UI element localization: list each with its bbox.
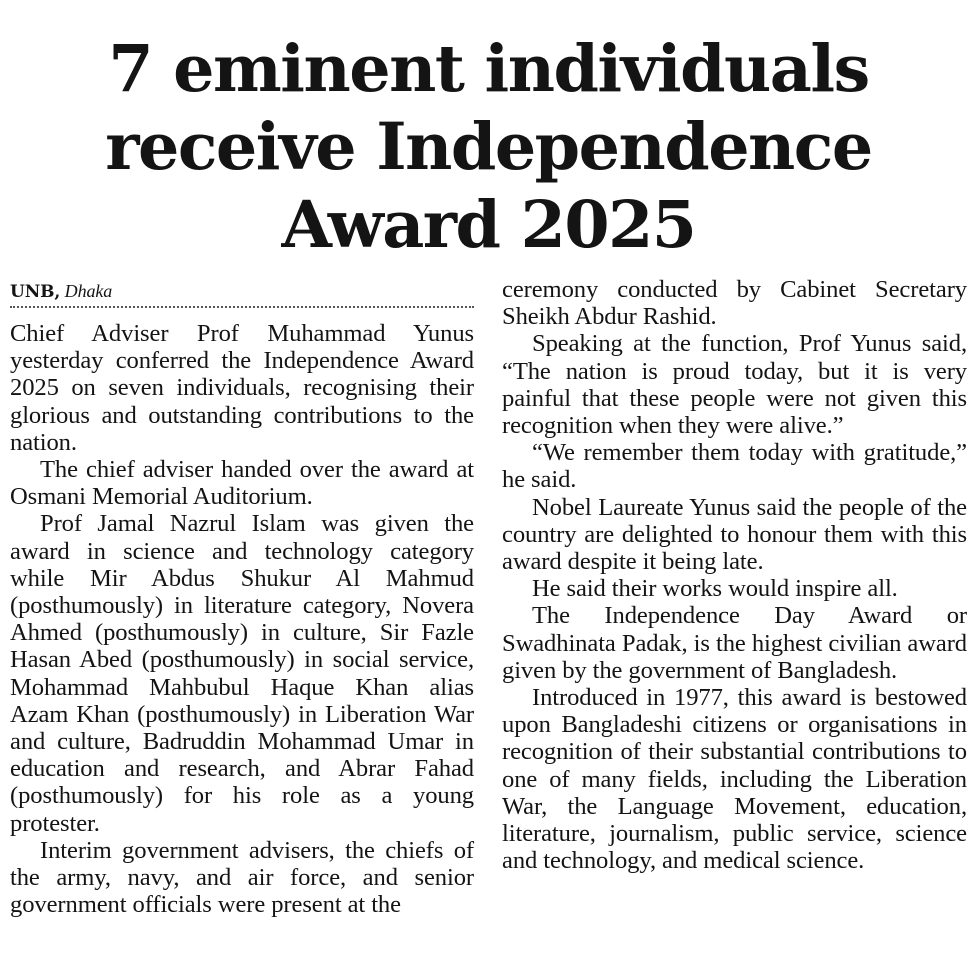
byline-agency: UNB, [10, 282, 61, 302]
paragraph: Prof Jamal Nazrul Islam was given the award in science and technology category while Mir Abdus Shukur Al Mahmud (posthumously) in literature category, Novera Ahmed (posthumously) in culture, Sir Fazle Hasan Abed (posthumously) in social service, Mohammad Mahbubul Haque Khan alias Azam Khan (posthumously) in Liberation War and culture, Badruddin Mohammad Umar in education and research, and Abrar Fahad (posthumously) for his role as a young protester. [10, 510, 474, 837]
article-column-right [502, 276, 967, 874]
article-headline [10, 30, 967, 264]
headline-line-2: receive Independence [105, 109, 872, 185]
headline-line-1: 7 eminent individuals [108, 31, 869, 107]
byline-place: Dhaka [64, 281, 113, 301]
paragraph: The chief adviser handed over the award at Osmani Memorial Auditorium. [10, 456, 474, 511]
paragraph: Chief Adviser Prof Muhammad Yunus yesterday conferred the Independence Award 2025 on seven individuals, recognising their glorious and outstanding contributions to the nation. [10, 320, 474, 456]
paragraph-continued: ceremony conducted by Cabinet Secretary Sheikh Abdur Rashid. [502, 276, 967, 331]
paragraph: He said their works would inspire all. [532, 575, 898, 603]
paragraph: Speaking at the function, Prof Yunus said, “The nation is proud today, but it is very painful that these people were not given this recognition when they were alive.” [502, 330, 967, 440]
paragraph: “We remember them today with gratitude,” he said. [502, 439, 967, 494]
paragraph: The Independence Day Award or Swadhinata Padak, is the highest civilian award given by the government of Bangladesh. [502, 602, 967, 684]
paragraph: Interim government advisers, the chiefs of the army, navy, and air force, and senior government officials were present at the [10, 836, 474, 919]
byline [10, 276, 474, 308]
headline-line-3: Award 2025 [281, 187, 696, 263]
article-column-left [10, 276, 474, 918]
paragraph: Nobel Laureate Yunus said the people of the country are delighted to honour them with this award despite it being late. [502, 493, 967, 576]
paragraph: Introduced in 1977, this award is bestowed upon Bangladeshi citizens or organisations in recognition of their substantial contributions to one of many fields, including the Liberation War, the Language Movement, education, literature, journalism, public service, science and technology, and medical science. [502, 684, 967, 875]
